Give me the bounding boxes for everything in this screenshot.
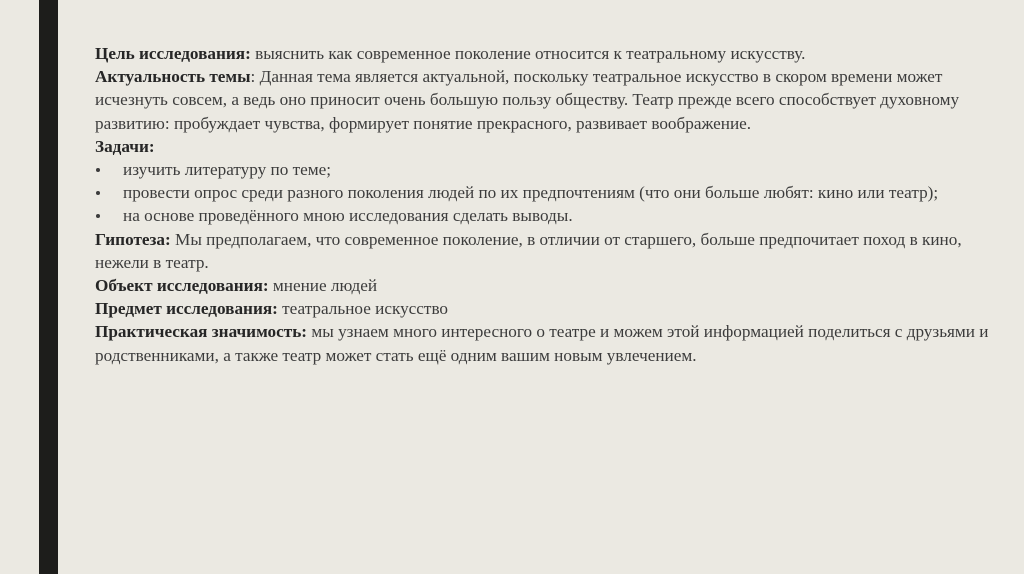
significance-paragraph [95,320,1000,366]
relevance-label: Актуальность темы [95,67,251,87]
hypothesis-label: Гипотеза: [95,229,171,249]
relevance-text: : Данная тема является актуальной, поскольку театральное искусство в скором времени может исчезнуть совсем, а ведь оно приносит очень большую пользу обществу. Театр прежде всего способствует духовному развитию: пробуждает чувства, формирует понятие прекрасного, развивает воображение. [95,67,960,133]
hypothesis-text: Мы предполагаем, что современное поколение, в отличии от старшего, больше предпочитает поход в кино, нежели в театр. [95,229,962,272]
significance-label: Практическая значимость: [95,322,308,342]
object-label: Объект исследования: [95,276,269,296]
relevance-paragraph [95,65,1000,135]
subject-text: театральное искусство [277,299,449,319]
accent-bar [39,0,58,574]
goal-text: выяснить как современное поколение относится к театральному искусству. [250,44,806,63]
tasks-label: Задачи: [95,136,155,156]
tasks-heading [95,135,1000,158]
object-paragraph [95,274,1000,297]
slide-content [95,42,1000,367]
tasks-list [95,158,1000,228]
task-item: на основе проведённого мною исследования сделать выводы. [95,204,1000,227]
goal-label: Цель исследования: [95,44,251,63]
goal-paragraph [95,42,1000,65]
subject-paragraph [95,297,1000,320]
task-item: изучить литературу по теме; [95,158,1000,181]
task-item: провести опрос среди разного поколения людей по их предпочтениям (что они больше любят: кино или театр); [95,181,1000,204]
subject-label: Предмет исследования: [95,299,278,319]
hypothesis-paragraph [95,228,1000,274]
significance-text: мы узнаем много интересного о театре и можем этой информацией поделиться с друзьями и родственниками, а также театр может стать ещё одним вашим новым увлечением. [95,322,989,365]
object-text: мнение людей [268,276,378,296]
